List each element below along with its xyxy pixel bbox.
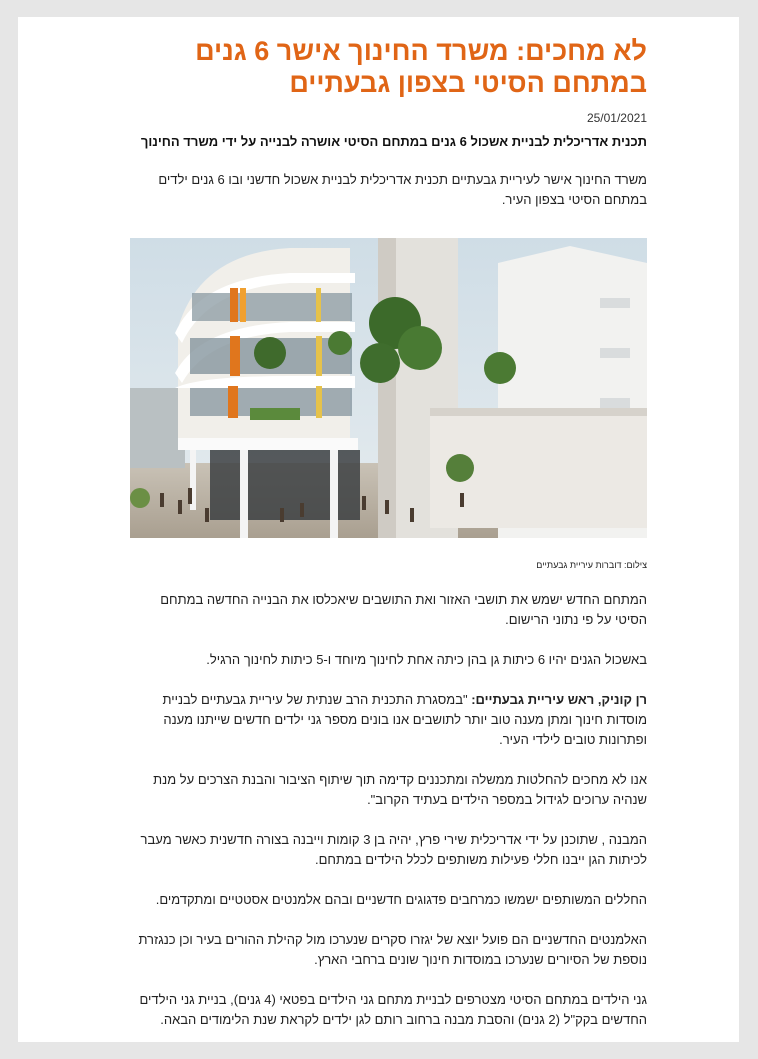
- photo-caption: צילום: דוברות עיריית גבעתיים: [536, 560, 647, 570]
- article-intro: משרד החינוך אישר לעיריית גבעתיים תכנית אדריכלית לבניית אשכול חדשני ובו 6 גנים ילדים במתחם הסיטי בצפון העיר.: [158, 172, 647, 207]
- paragraph-7: האלמנטים החדשניים הם פועל יוצא של יגזרו סקרים שנערכו מול קהילת ההורים בעיר וכן כנגזרת נוספת של הסיורים שנערכו במוסדות חינוך שונים ברחבי הארץ.: [138, 932, 647, 967]
- article-card: [18, 17, 739, 1042]
- paragraph-2: באשכול הגנים יהיו 6 כיתות גן בהן כיתה אחת לחינוך מיוחד ו-5 כיתות לחינוך הרגיל.: [206, 652, 647, 667]
- paragraph-3: [130, 690, 647, 750]
- article-title: לא מחכים: משרד החינוך אישר 6 גנים במתחם הסיטי בצפון גבעתיים: [195, 36, 647, 98]
- paragraph-8: גני הילדים במתחם הסיטי מצטרפים לבניית מתחם גני הילדים בפטאי (4 גנים), בניית גני הילדים החדשים בקק"ל (2 גנים) והסבת מבנה ברחוב רותם לגן ילדים לקראת שנת הלימודים הבאה.: [139, 992, 647, 1027]
- speaker-name: רן קוניק, ראש עיריית גבעתיים:: [471, 692, 647, 707]
- article-body: [130, 590, 647, 1030]
- building-rendering-image: [130, 238, 647, 538]
- paragraph-4: אנו לא מחכים להחלטות ממשלה ומתכננים קדימה תוך שיתוף הציבור והבנת הצרכים על מנת שנהיה ערוכים לגידול במספר הילדים בעתיד הקרוב".: [153, 772, 647, 807]
- article-date: 25/01/2021: [586, 111, 647, 125]
- paragraph-1: המתחם החדש ישמש את תושבי האזור ואת התושבים שיאכלסו את הבנייה החדשה במתחם הסיטי על פי נתוני הרישום.: [160, 592, 647, 627]
- paragraph-6: החללים המשותפים ישמשו כמרחבים פדגוגים חדשניים ובהם אלמנטים אסטטיים ומתקדמים.: [155, 892, 647, 907]
- article-lead: תכנית אדריכלית לבניית אשכול 6 גנים במתחם הסיטי אושרה לבנייה על ידי משרד החינוך: [140, 134, 647, 149]
- article-content: [130, 17, 647, 210]
- paragraph-5: המבנה , שתוכנן על ידי אדריכלית שירי פרץ, יהיה בן 3 קומות וייבנה בצורה חדשנית כאשר מעבר לכיתות הגן ייבנו חללי פעילות משותפים לכלל הילדים במתחם.: [140, 832, 647, 867]
- paragraph-3-text: "במסגרת התכנית הרב שנתית של עיריית גבעתיים לבניית מוסדות חינוך ומתן מענה טוב יותר לתושבים אנו בונים מספר גני ילדים חדשים שייתנו מענה ופתרונות טובים לילדי העיר.: [162, 692, 647, 747]
